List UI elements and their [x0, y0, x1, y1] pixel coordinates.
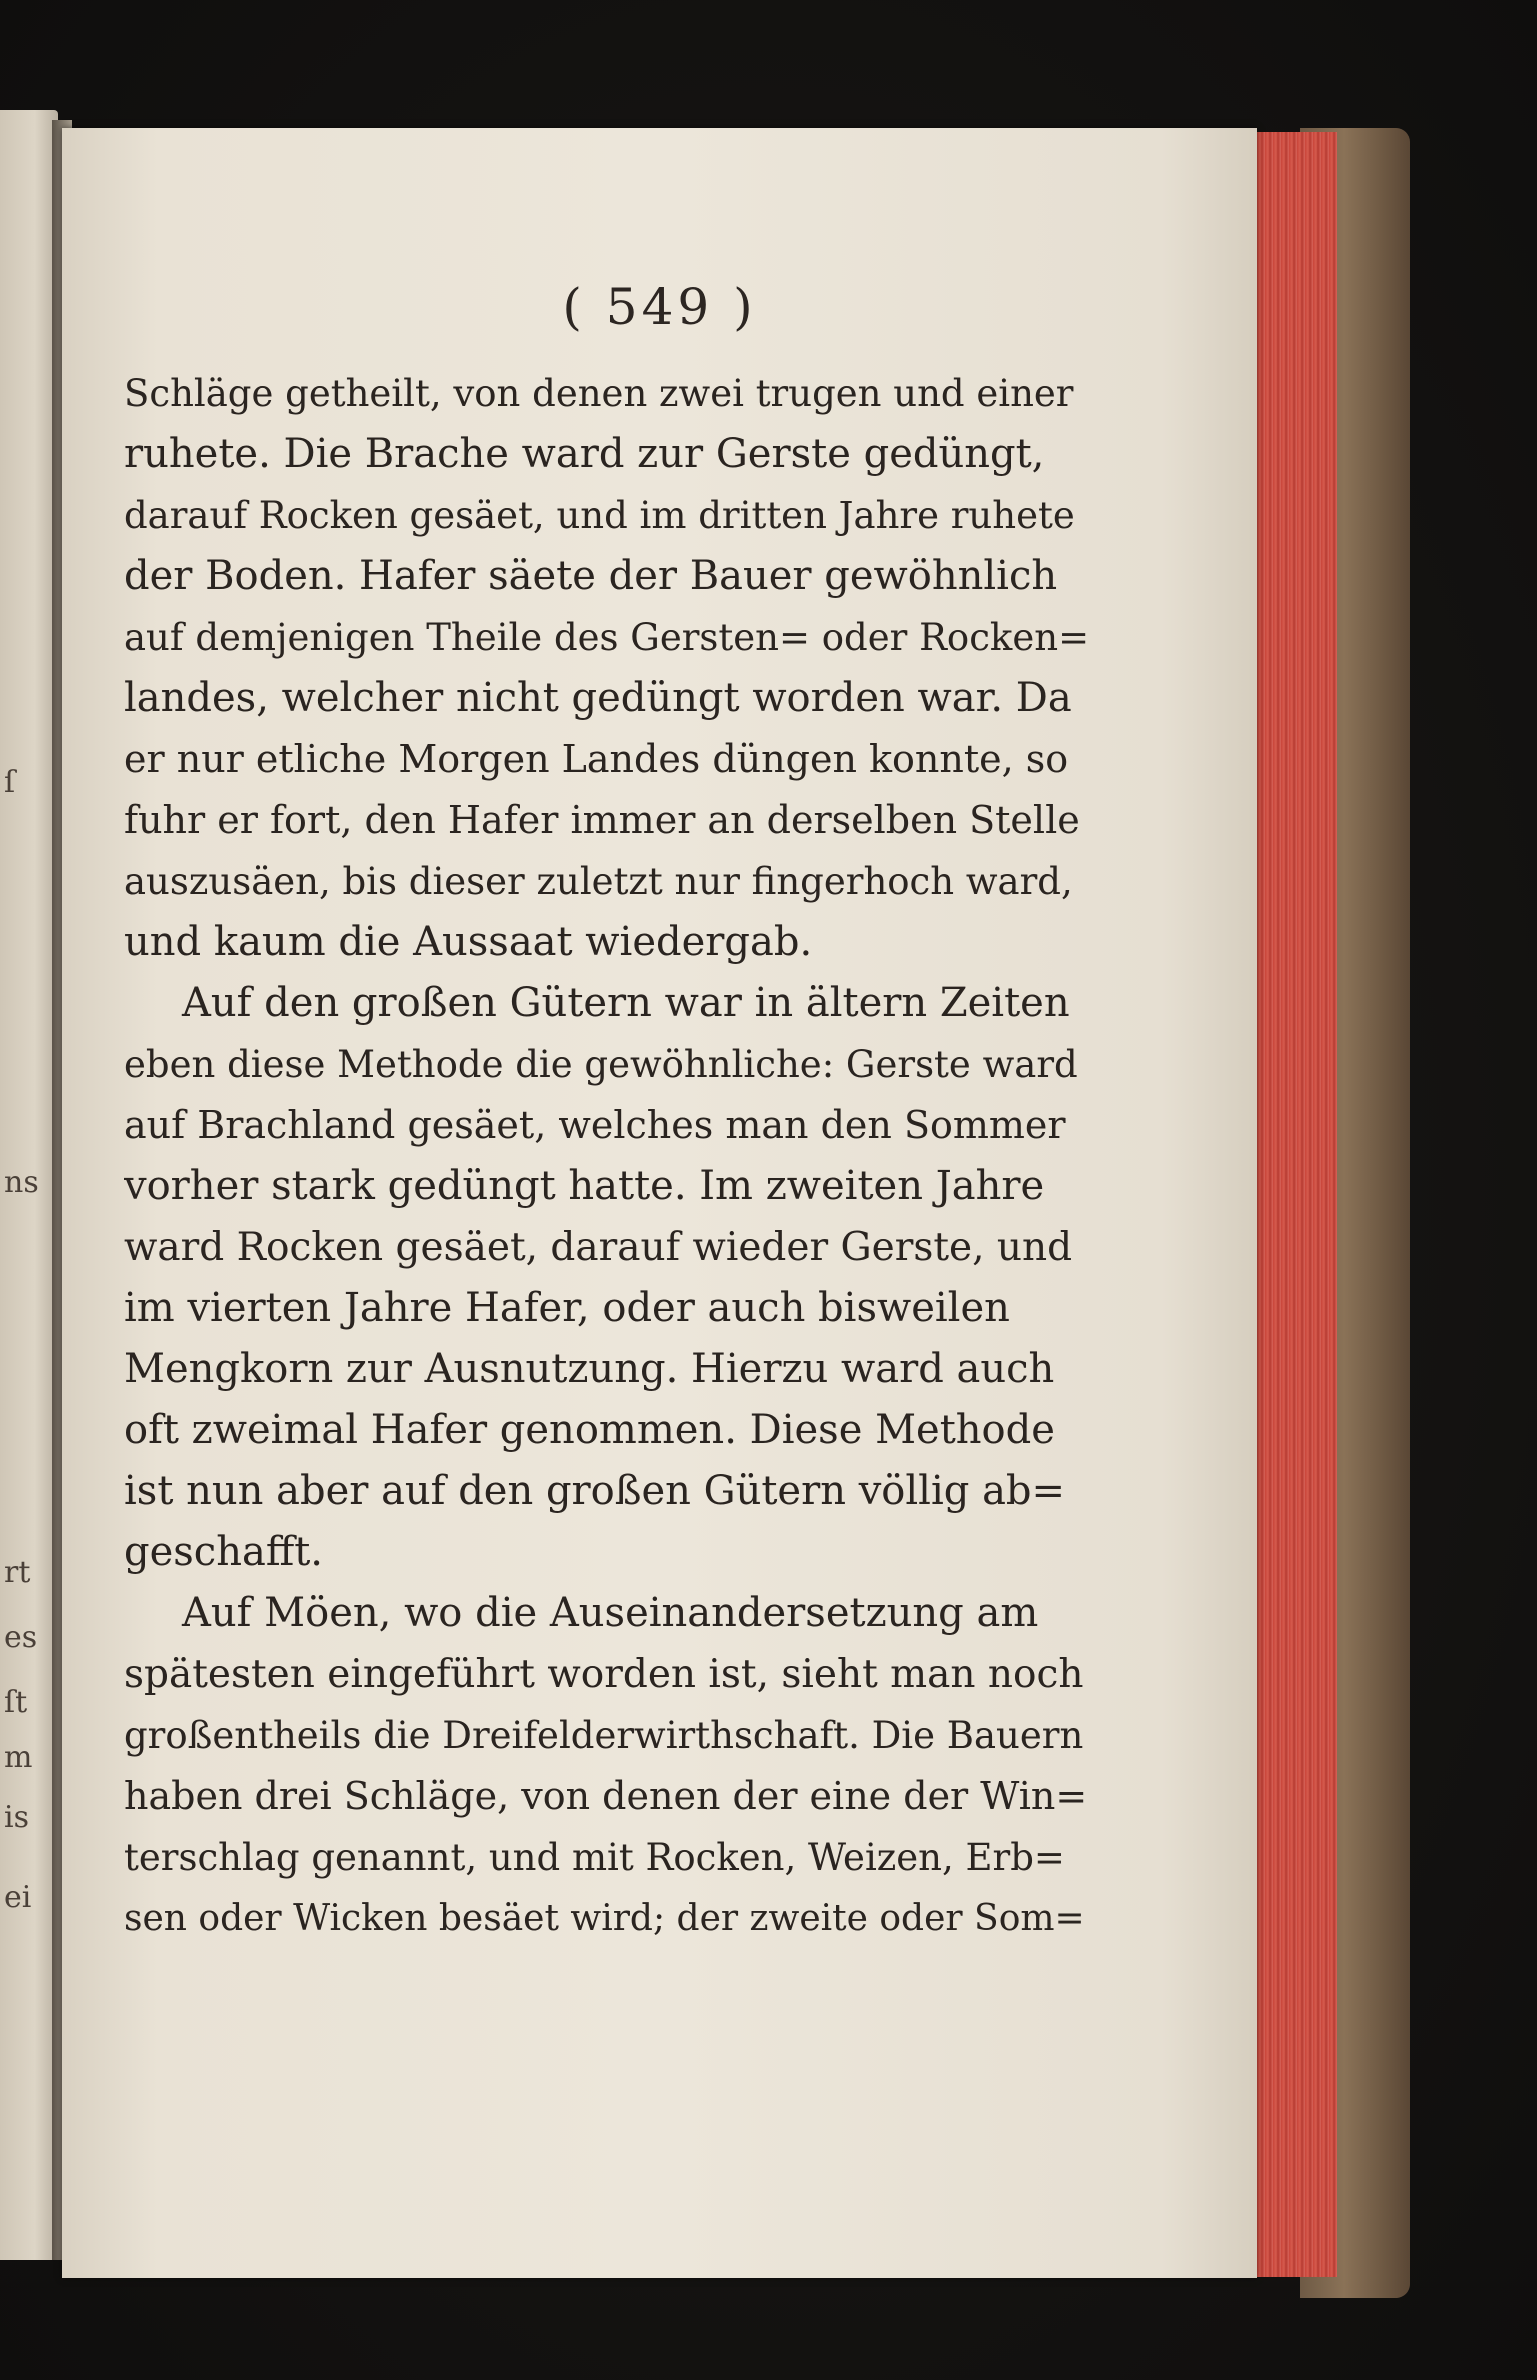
text-line: Auf Möen, wo die Auseinandersetzung am [182, 1590, 1039, 1636]
text-line: ist nun aber auf den großen Gütern völlig ab= [124, 1468, 1066, 1514]
page-text [124, 363, 1089, 1949]
text-line: oft zweimal Hafer genommen. Diese Methode [124, 1407, 1055, 1453]
text-line: im vierten Jahre Hafer, oder auch bisweilen [124, 1285, 1010, 1331]
text-line: ruhete. Die Brache ward zur Gerste gedüngt, [124, 431, 1045, 477]
text-line: terschlag genannt, und mit Rocken, Weizen, Erb= [124, 1836, 1065, 1879]
left-fragment: es [4, 1620, 38, 1655]
left-fragment: m [4, 1740, 33, 1775]
book-page [62, 128, 1257, 2278]
text-line: er nur etliche Morgen Landes düngen konnte, so [124, 737, 1069, 781]
text-line: ward Rocken gesäet, darauf wieder Gerste, und [124, 1225, 1073, 1270]
text-line: großentheils die Dreifelderwirthschaft. Die Bauern [124, 1714, 1084, 1757]
text-line: und kaum die Aussaat wiedergab. [124, 919, 813, 965]
text-line: auf demjenigen Theile des Gersten= oder Rocken= [124, 616, 1089, 659]
text-line: landes, welcher nicht gedüngt worden war. Da [124, 675, 1072, 721]
left-fragment: ei [4, 1880, 32, 1915]
text-line: Schläge getheilt, von denen zwei trugen und einer [124, 372, 1074, 415]
left-fragment: is [4, 1800, 29, 1835]
text-line: darauf Rocken gesäet, und im dritten Jahre ruhete [124, 494, 1075, 537]
text-line: der Boden. Hafer säete der Bauer gewöhnlich [124, 553, 1058, 599]
left-fragment: rt [4, 1555, 31, 1590]
text-line: auszusäen, bis dieser zuletzt nur fingerhoch ward, [124, 860, 1073, 903]
page-number: ( 549 ) [562, 278, 757, 336]
left-fragment: ns [4, 1165, 39, 1200]
red-page-edges [1257, 132, 1337, 2277]
text-line: geschafft. [124, 1529, 324, 1575]
text-line: fuhr er fort, den Hafer immer an derselben Stelle [124, 798, 1080, 842]
text-line: Mengkorn zur Ausnutzung. Hierzu ward auch [124, 1346, 1055, 1392]
text-line: Auf den großen Gütern war in ältern Zeiten [182, 980, 1070, 1026]
text-line: haben drei Schläge, von denen der eine der Win= [124, 1774, 1088, 1818]
text-line: eben diese Methode die gewöhnliche: Gerste ward [124, 1043, 1078, 1086]
text-line: spätesten eingeführt worden ist, sieht man noch [124, 1652, 1084, 1697]
previous-page-edge [0, 110, 58, 2260]
left-fragment: ſt [4, 1685, 28, 1720]
text-line: sen oder Wicken besäet wird; der zweite oder Som= [124, 1898, 1085, 1939]
previous-page-text-fragments [0, 110, 58, 2260]
left-fragment: ſ [4, 765, 16, 800]
text-line: vorher stark gedüngt hatte. Im zweiten Jahre [124, 1163, 1045, 1209]
text-line: auf Brachland gesäet, welches man den Sommer [124, 1103, 1066, 1147]
